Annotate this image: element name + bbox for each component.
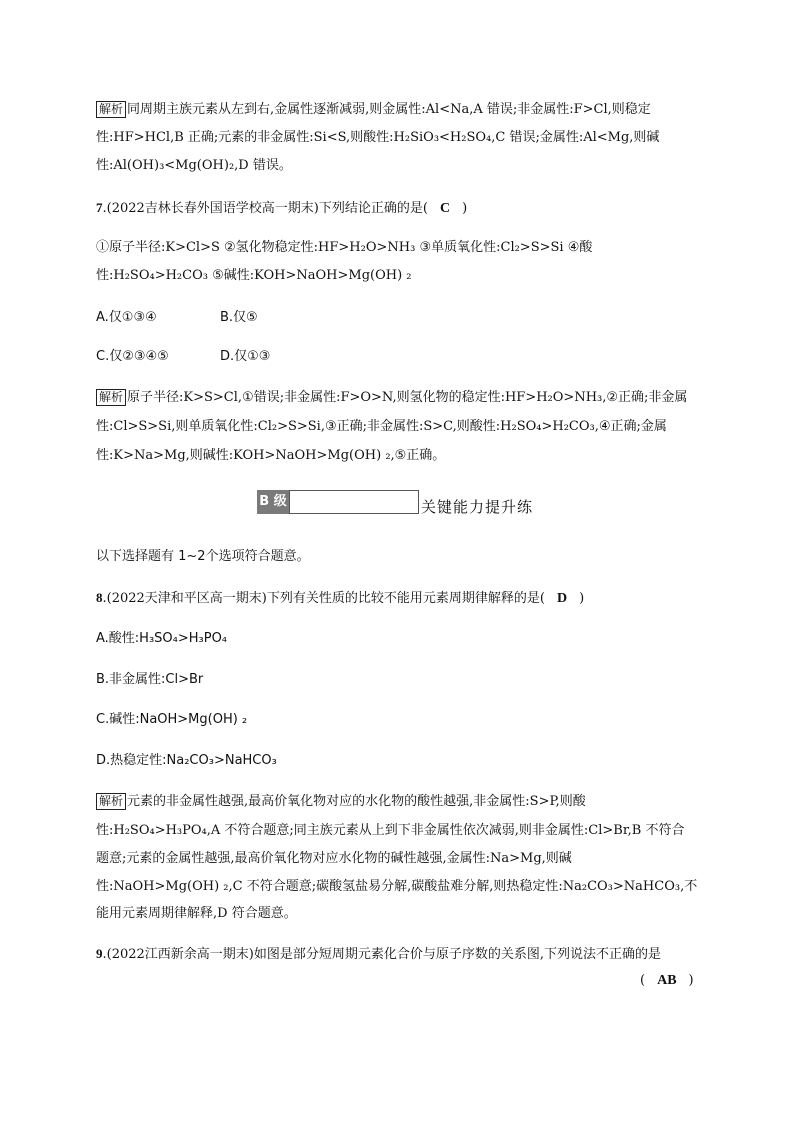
q7-statements-2: 性:H₂SO₄>H₂CO₃ ⑤碱性:KOH>NaOH>Mg(OH) ₂ <box>96 268 412 283</box>
q8-analysis-line-1: 解析 元素的非金属性越强,最高价氧化物对应的水化物的酸性越强,非金属性:S>P,则酸 <box>96 793 586 811</box>
q7-analysis-line-3: 性:K>Na>Mg,则碱性:KOH>NaOH>Mg(OH) ₂,⑤正确。 <box>96 448 446 463</box>
instruction-text: 以下选择题有 1~2个选项符合题意。 <box>96 549 310 564</box>
q7-answer: C <box>439 201 451 216</box>
q7-stem: 7.(2022吉林长春外国语学校高一期末)下列结论正确的是( C ) <box>96 200 468 216</box>
analysis-tag: 解析 <box>96 389 126 406</box>
level-badge: B 级 <box>257 490 289 514</box>
q6-analysis-line-3: 性:Al(OH)₃<Mg(OH)₂,D 错误。 <box>96 158 292 173</box>
q9-answer: AB <box>657 973 677 988</box>
q8-option-d: D.热稳定性:Na₂CO₃>NaHCO₃ <box>96 753 277 768</box>
analysis-tag: 解析 <box>96 793 126 810</box>
q8-analysis-line-5: 能用元素周期律解释,D 符合题意。 <box>96 906 297 921</box>
q9-stem: 9.(2022江西新余高一期末)如图是部分短周期元素化合价与原子序数的关系图,下列说法不正确的是 <box>96 946 661 962</box>
q7-option-c: C.仅②③④⑤ <box>96 349 169 364</box>
q8-analysis-line-3: 题意;元素的金属性越强,最高价氧化物对应水化物的碱性越强,金属性:Na>Mg,则碱 <box>96 851 572 866</box>
q7-option-a: A.仅①③④ <box>96 310 157 325</box>
q8-answer: D <box>556 591 568 606</box>
level-title: 关键能力提升练 <box>421 498 534 516</box>
q7-analysis-line-2: 性:Cl>S>Si,则单质氧化性:Cl₂>S>Si,③正确;非金属性:S>C,则酸性:H₂SO₄>H₂CO₃,④正确;金属 <box>96 419 667 434</box>
q8-analysis-line-4: 性:NaOH>Mg(OH) ₂,C 不符合题意;碳酸氢盐易分解,碳酸盐难分解,则热稳定性:Na₂CO₃>NaHCO₃,不 <box>96 879 698 894</box>
q7-option-d: D.仅①③ <box>220 349 271 364</box>
q8-option-c: C.碱性:NaOH>Mg(OH) ₂ <box>96 712 248 727</box>
q7-analysis-line-1: 解析 原子半径:K>S>Cl,①错误;非金属性:F>O>N,则氢化物的稳定性:HF>H₂O>NH₃,②正确;非金属 <box>96 389 687 407</box>
q7-statements-1: ①原子半径:K>Cl>S ②氢化物稳定性:HF>H₂O>NH₃ ③单质氧化性:Cl₂>S>Si ④酸 <box>96 240 593 255</box>
q6-analysis-line-1: 解析 同周期主族元素从左到右,金属性逐渐减弱,则金属性:Al<Na,A 错误;非金属性:F>Cl,则稳定 <box>96 101 651 119</box>
q7-option-b: B.仅⑤ <box>220 310 258 325</box>
level-box <box>289 490 419 514</box>
q9-answer-bracket: ( AB ) <box>640 973 694 988</box>
q8-analysis-line-2: 性:H₂SO₄>H₃PO₄,A 不符合题意;同主族元素从上到下非金属性依次减弱,则非金属性:Cl>Br,B 不符合 <box>96 823 685 838</box>
q8-option-b: B.非金属性:Cl>Br <box>96 672 204 687</box>
q8-option-a: A.酸性:H₃SO₄>H₃PO₄ <box>96 631 228 646</box>
q8-stem: 8.(2022天津和平区高一期末)下列有关性质的比较不能用元素周期律解释的是( D ) <box>96 590 585 606</box>
analysis-tag: 解析 <box>96 101 126 118</box>
q6-analysis-line-2: 性:HF>HCl,B 正确;元素的非金属性:Si<S,则酸性:H₂SiO₃<H₂SO₄,C 错误;金属性:Al<Mg,则碱 <box>96 130 660 145</box>
